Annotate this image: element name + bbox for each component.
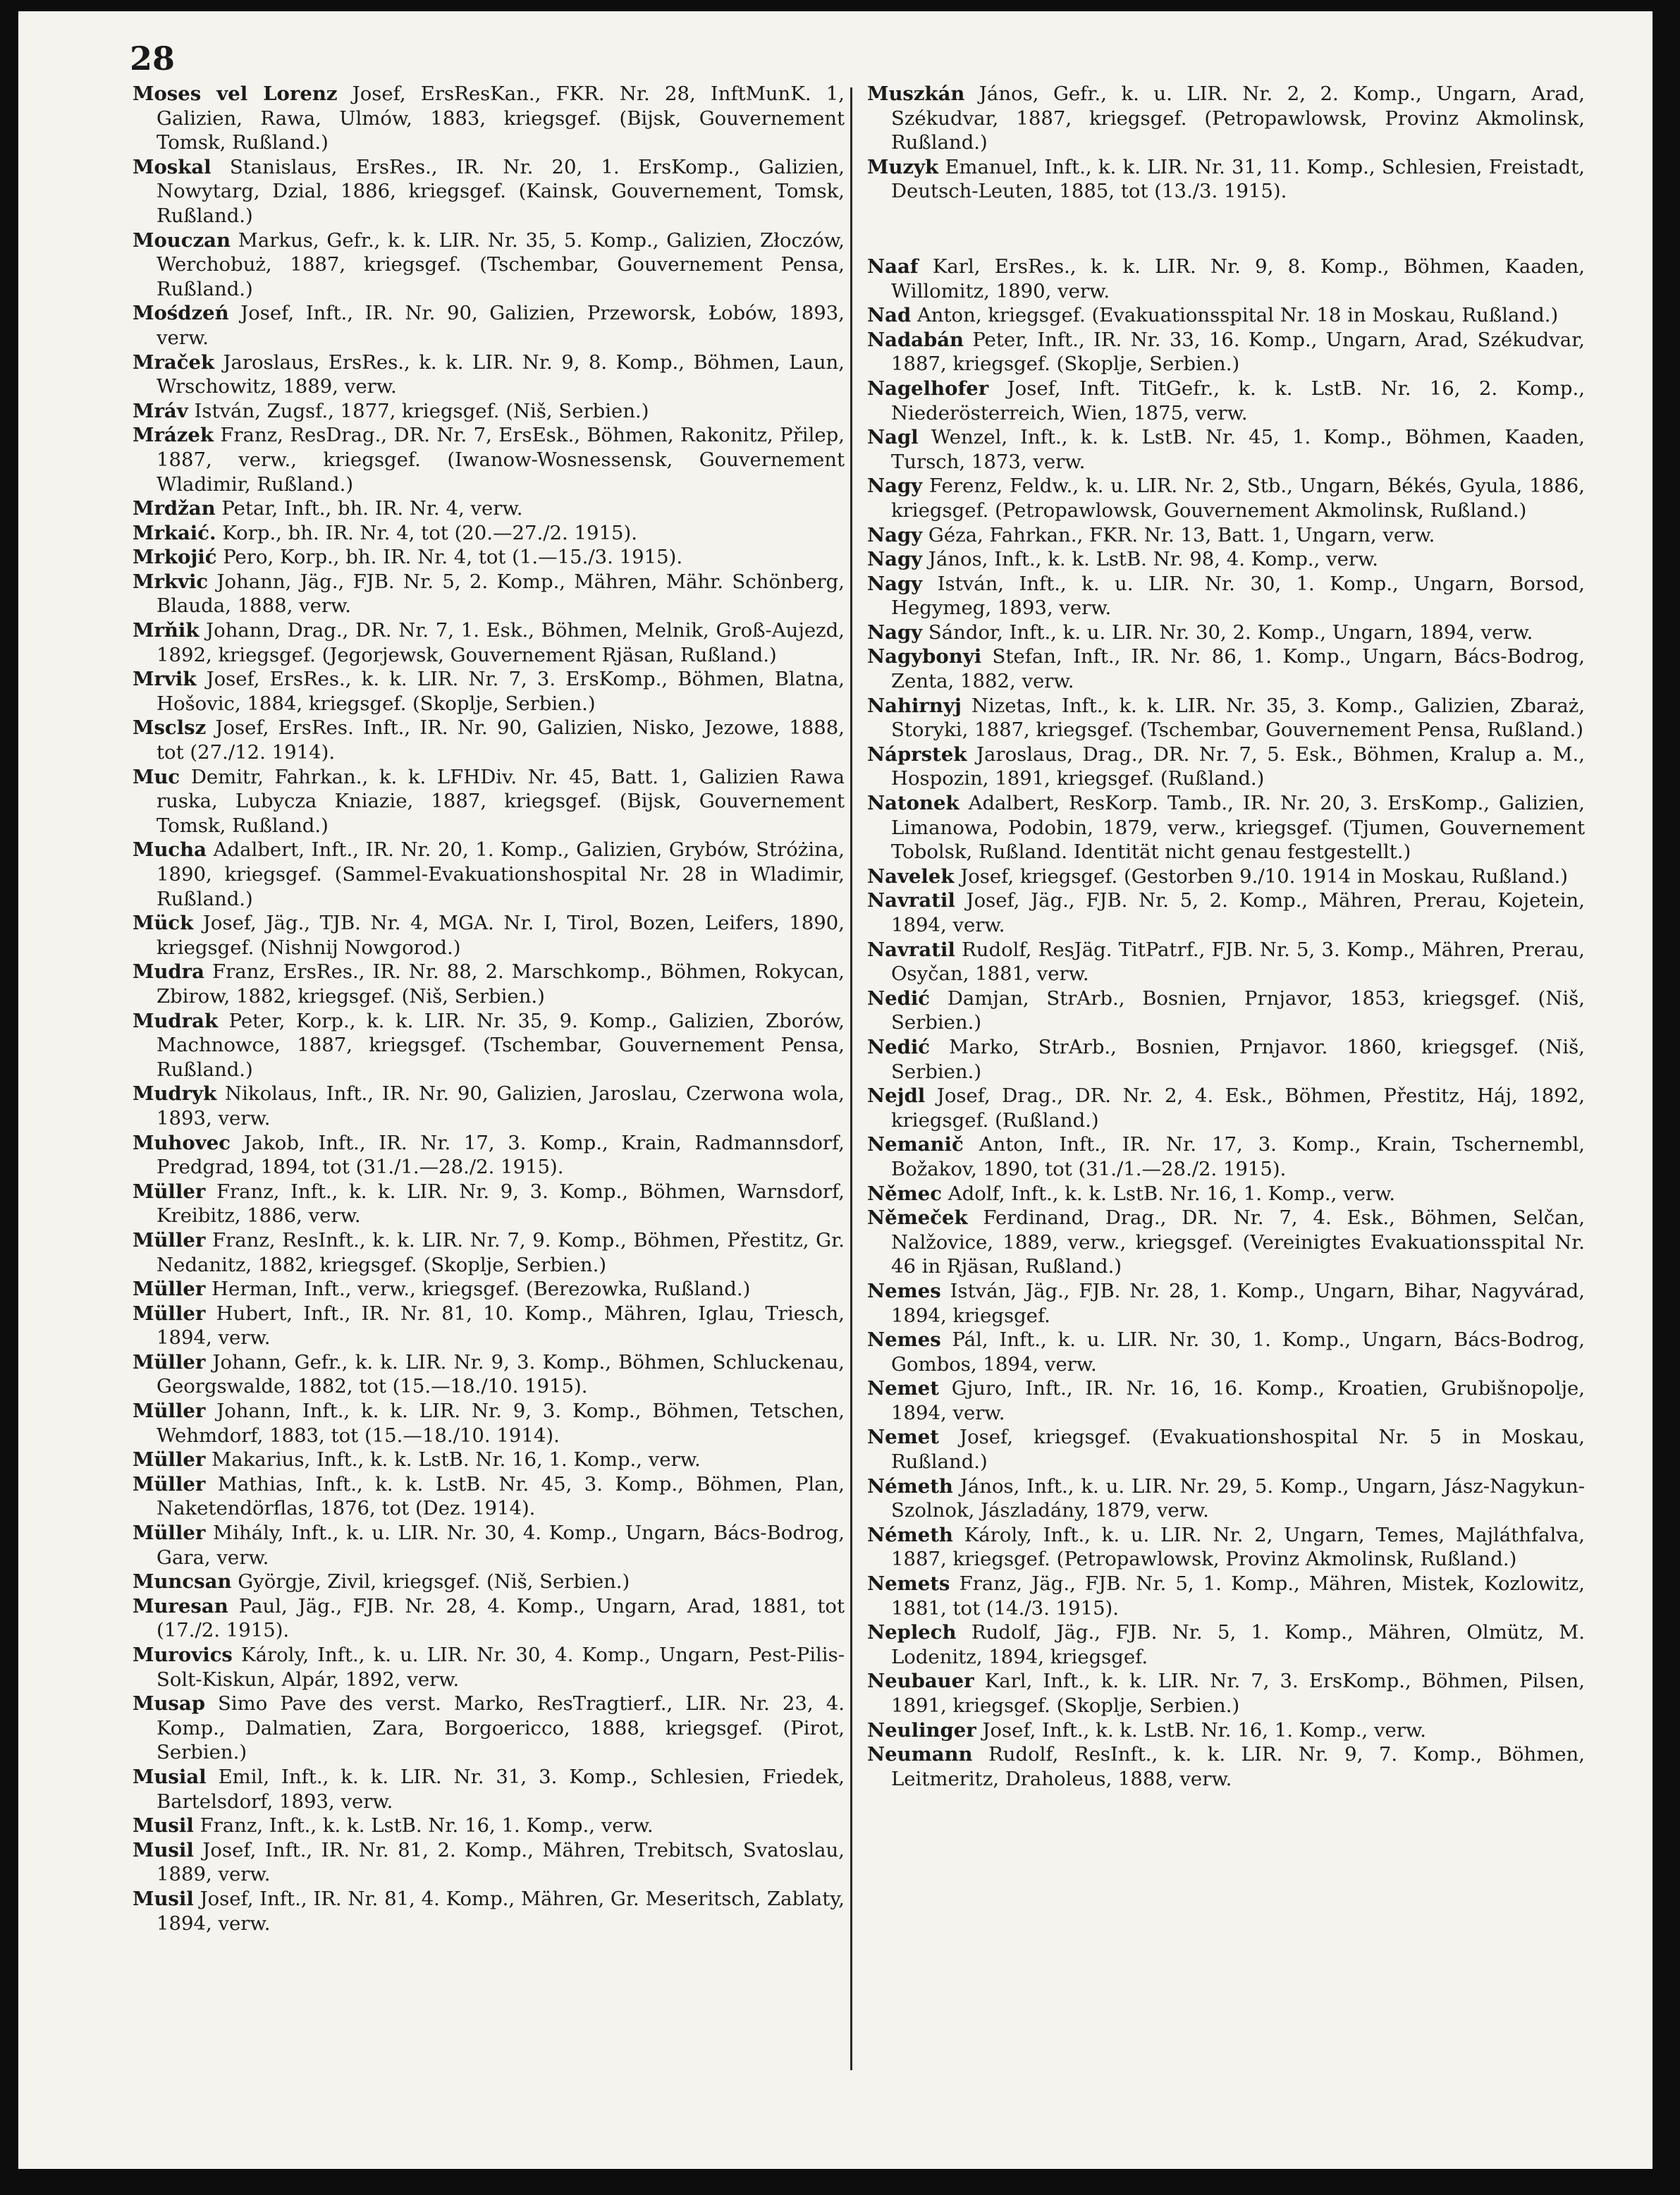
entry-details: István, Zugsf., 1877, kriegsgef. (Niš, Serbien.) (194, 399, 649, 422)
list-item (867, 1425, 1585, 1474)
list-item (867, 864, 1585, 889)
entry-surname: Naaf (867, 255, 919, 278)
entry-details: Gjuro, Inft., IR. Nr. 16, 16. Komp., Kroatien, Grubišnopolje, 1894, verw. (891, 1377, 1585, 1424)
list-item (133, 1570, 845, 1594)
column-divider (850, 87, 852, 2070)
list-item (867, 791, 1585, 864)
entry-surname: Mudryk (133, 1082, 217, 1106)
entry-details: Károly, Inft., k. u. LIR. Nr. 30, 4. Komp., Ungarn, Pest-Pilis-Solt-Kiskun, Alpár, 1892, verw. (157, 1644, 845, 1691)
entry-details: Karl, ErsRes., k. k. LIR. Nr. 9, 8. Komp., Böhmen, Kaaden, Willomitz, 1890, verw. (891, 255, 1586, 302)
entry-surname: Mrvik (133, 668, 197, 691)
entry-details: Nizetas, Inft., k. k. LIR. Nr. 35, 3. Komp., Galizien, Zbaraż, Storyki, 1887, kriegsgef. (Tschembar, Gouvernement Pensa, Rußland.) (891, 694, 1585, 742)
entry-surname: Muc (133, 765, 180, 788)
list-item (133, 1399, 845, 1448)
list-item (133, 960, 845, 1008)
entry-details: István, Jäg., FJB. Nr. 28, 1. Komp., Ungarn, Bihar, Nagyvárad, 1894, kriegsgef. (891, 1279, 1585, 1327)
list-item (867, 547, 1585, 572)
list-item (867, 328, 1585, 377)
list-item (867, 425, 1585, 474)
entry-details: Rudolf, ResJäg. TitPatrf., FJB. Nr. 5, 3. Komp., Mähren, Prerau, Osyčan, 1881, verw. (891, 938, 1585, 986)
entry-surname: Müller (133, 1180, 206, 1203)
list-item (133, 423, 845, 496)
entry-details: Peter, Inft., IR. Nr. 33, 16. Komp., Ungarn, Arad, Székudvar, 1887, kriegsgef. (Skoplje, Serbien.) (891, 328, 1585, 376)
list-item (133, 82, 845, 155)
entry-details: Pero, Korp., bh. IR. Nr. 4, tot (1.—15./3. 1915). (223, 546, 683, 569)
list-item (867, 255, 1585, 303)
list-item (867, 644, 1585, 693)
entry-details: Nikolaus, Inft., IR. Nr. 90, Galizien, Jaroslau, Czerwona wola, 1893, verw. (157, 1082, 845, 1130)
entry-surname: Mrdžan (133, 497, 216, 520)
entry-surname: Němec (867, 1182, 942, 1205)
list-item (133, 667, 845, 716)
entry-surname: Moses vel Lorenz (133, 82, 338, 105)
entry-details: Stanislaus, ErsRes., IR. Nr. 20, 1. ErsKomp., Galizien, Nowytarg, Dzial, 1886, kriegsgef. (Kainsk, Gouvernement, Tomsk, Rußland.) (157, 155, 845, 227)
entry-details: Johann, Gefr., k. k. LIR. Nr. 9, 3. Komp., Böhmen, Schluckenau, Georgswalde, 1882, tot (15.—18./10. 1915). (157, 1350, 845, 1398)
right-column (867, 82, 1585, 1791)
entry-surname: Müller (133, 1350, 206, 1374)
entry-surname: Navelek (867, 864, 955, 888)
list-item (867, 523, 1585, 548)
list-item (867, 1279, 1585, 1328)
list-item (133, 765, 845, 838)
entry-surname: Murovics (133, 1644, 233, 1666)
entry-details: Josef, Drag., DR. Nr. 2, 4. Esk., Böhmen, Přestitz, Háj, 1892, kriegsgef. (Rußland.) (891, 1084, 1585, 1132)
entry-surname: Musil (133, 1838, 194, 1861)
list-item (133, 1350, 845, 1399)
entry-surname: Msclsz (133, 716, 207, 740)
entry-details: Josef, Inft., IR. Nr. 81, 2. Komp., Mähren, Trebitsch, Svatoslau, 1889, verw. (157, 1838, 845, 1886)
entry-details: Markus, Gefr., k. k. LIR. Nr. 35, 5. Komp., Galizien, Złoczów, Werchobuż, 1887, kriegsgef. (Tschembar, Gouvernement Pensa, Rußland.) (157, 228, 845, 300)
entry-details: Emil, Inft., k. k. LIR. Nr. 31, 3. Komp., Schlesien, Friedek, Bartelsdorf, 1893, verw. (157, 1765, 845, 1813)
entry-details: Korp., bh. IR. Nr. 4, tot (20.—27./2. 1915). (222, 521, 637, 544)
entry-details: Josef, Inft., k. k. LstB. Nr. 16, 1. Komp., verw. (982, 1718, 1426, 1742)
entry-surname: Moskal (133, 155, 211, 178)
entry-surname: Nagy (867, 620, 923, 644)
list-item (133, 570, 845, 618)
entry-surname: Mouczan (133, 228, 231, 252)
entry-details: Josef, Inft., IR. Nr. 81, 4. Komp., Mähren, Gr. Meseritsch, Zablaty, 1894, verw. (157, 1887, 845, 1935)
list-item (133, 1643, 845, 1692)
document-page (18, 11, 1653, 2169)
entry-surname: Németh (867, 1523, 953, 1546)
entry-surname: Muhovec (133, 1131, 231, 1154)
list-item (133, 1082, 845, 1130)
entry-surname: Nahirnyj (867, 694, 962, 717)
list-item (133, 838, 845, 911)
entry-surname: Mraček (133, 350, 215, 374)
list-item (867, 1742, 1585, 1791)
entry-surname: Neumann (867, 1743, 973, 1766)
entry-details: Anton, Inft., IR. Nr. 17, 3. Komp., Krain, Tschernembl, Božakov, 1890, tot (31./1.—28./2. 1915). (891, 1133, 1585, 1180)
entry-details: Wenzel, Inft., k. k. LstB. Nr. 45, 1. Komp., Böhmen, Kaaden, Tursch, 1873, verw. (891, 426, 1585, 473)
entry-details: Marko, StrArb., Bosnien, Prnjavor. 1860, kriegsgef. (Niš, Serbien.) (891, 1035, 1585, 1083)
entry-details: Györgje, Zivil, kriegsgef. (Niš, Serbien.) (238, 1570, 630, 1594)
list-item (867, 938, 1585, 986)
list-item (133, 301, 845, 350)
entry-surname: Mrňik (133, 619, 200, 642)
list-item (133, 545, 845, 570)
list-item (133, 1228, 845, 1277)
entry-surname: Musial (133, 1765, 207, 1788)
entry-details: Jakob, Inft., IR. Nr. 17, 3. Komp., Krain, Radmannsdorf, Predgrad, 1894, tot (31./1.—28./2. 1915). (157, 1131, 845, 1179)
entry-details: Josef, Inft., IR. Nr. 90, Galizien, Przeworsk, Łobów, 1893, verw. (157, 302, 845, 349)
entry-details: Franz, Jäg., FJB. Nr. 5, 1. Komp., Mähren, Mistek, Kozlowitz, 1881, tot (14./3. 1915). (891, 1572, 1585, 1620)
list-item (867, 1132, 1585, 1181)
list-item (133, 1765, 845, 1814)
list-item (133, 521, 845, 546)
left-column (133, 82, 845, 1936)
entry-details: Damjan, StrArb., Bosnien, Prnjavor, 1853, kriegsgef. (Niš, Serbien.) (891, 986, 1585, 1034)
entry-surname: Muszkán (867, 82, 965, 105)
list-item (867, 572, 1585, 620)
entry-details: Pál, Inft., k. u. LIR. Nr. 30, 1. Komp., Ungarn, Bács-Bodrog, Gombos, 1894, verw. (891, 1328, 1585, 1376)
entry-details: Ferenz, Feldw., k. u. LIR. Nr. 2, Stb., Ungarn, Békés, Gyula, 1886, kriegsgef. (Petropawlowsk, Gouvernement Akmolinsk, Rußland.) (891, 475, 1585, 522)
entry-details: Emanuel, Inft., k. k. LIR. Nr. 31, 11. Komp., Schlesien, Freistadt, Deutsch-Leuten, 1885, tot (13./3. 1915). (891, 155, 1585, 203)
entry-details: Károly, Inft., k. u. LIR. Nr. 2, Ungarn, Temes, Majláthfalva, 1887, kriegsgef. (Petropawlowsk, Provinz Akmolinsk, Rußland.) (891, 1523, 1585, 1571)
entry-details: Karl, Inft., k. k. LIR. Nr. 7, 3. ErsKomp., Böhmen, Pilsen, 1891, kriegsgef. (Skoplje, Serbien.) (891, 1670, 1585, 1717)
entry-surname: Nagl (867, 426, 919, 449)
list-item (133, 1180, 845, 1228)
list-item (867, 82, 1585, 155)
entry-details: Josef, Inft. TitGefr., k. k. LstB. Nr. 16, 2. Komp., Niederösterreich, Wien, 1875, verw. (891, 377, 1585, 424)
list-item (133, 1887, 845, 1936)
entry-details: Makarius, Inft., k. k. LstB. Nr. 16, 1. Komp., verw. (211, 1448, 701, 1472)
entry-surname: Mrázek (133, 424, 214, 447)
entry-details: Demitr, Fahrkan., k. k. LFHDiv. Nr. 45, Batt. 1, Galizien Rawa ruska, Lubycza Kniazie, 1887, kriegsgef. (Bijsk, Gouvernement Tomsk, Rußland.) (157, 765, 845, 837)
entry-details: János, Inft., k. u. LIR. Nr. 29, 5. Komp., Ungarn, Jász-Nagykun-Szolnok, Jászladány, 1879, verw. (891, 1474, 1585, 1522)
list-item (867, 986, 1585, 1035)
list-item (133, 155, 845, 228)
entry-details: Josef, Jäg., TJB. Nr. 4, MGA. Nr. I, Tirol, Bozen, Leifers, 1890, kriegsgef. (Nishnij Nowgorod.) (157, 912, 845, 959)
entry-details: Franz, ResInft., k. k. LIR. Nr. 7, 9. Komp., Böhmen, Přestitz, Gr. Nedanitz, 1882, kriegsgef. (Skoplje, Serbien.) (157, 1228, 845, 1276)
entry-surname: Mudra (133, 960, 204, 984)
entry-details: István, Inft., k. u. LIR. Nr. 30, 1. Komp., Ungarn, Borsod, Hegymeg, 1893, verw. (891, 572, 1585, 620)
entry-surname: Nemanič (867, 1133, 964, 1156)
entry-surname: Nemes (867, 1328, 941, 1352)
entry-surname: Mrkojić (133, 546, 217, 569)
entry-surname: Nemets (867, 1572, 950, 1596)
entry-details: Simo Pave des verst. Marko, ResTragtierf., LIR. Nr. 23, 4. Komp., Dalmatien, Zara, Borgoericco, 1888, kriegsgef. (Pirot, Serbien.) (157, 1692, 845, 1764)
list-item (133, 496, 845, 521)
entry-details: Ferdinand, Drag., DR. Nr. 7, 4. Esk., Böhmen, Selčan, Nalžovice, 1889, verw., kriegsgef. (Vereinigtes Evakuationsspital Nr. 46 in Rjäsan, Rußland.) (891, 1206, 1585, 1278)
entry-details: János, Gefr., k. u. LIR. Nr. 2, 2. Komp., Ungarn, Arad, Székudvar, 1887, kriegsgef. (Petropawlowsk, Provinz Akmolinsk, Rußland.) (891, 82, 1585, 154)
entry-details: Rudolf, ResInft., k. k. LIR. Nr. 9, 7. Komp., Böhmen, Leitmeritz, Draholeus, 1888, verw. (891, 1743, 1585, 1790)
entry-surname: Müller (133, 1228, 206, 1252)
entry-surname: Musil (133, 1814, 194, 1838)
list-item (133, 1448, 845, 1472)
entry-surname: Mráv (133, 399, 188, 422)
entry-details: Josef, kriegsgef. (Evakuationshospital Nr. 5 in Moskau, Rußland.) (891, 1426, 1585, 1474)
entry-details: Josef, kriegsgef. (Gestorben 9./10. 1914 in Moskau, Rußland.) (960, 864, 1568, 888)
entry-details: Josef, Jäg., FJB. Nr. 5, 2. Komp., Mähren, Prerau, Kojetein, 1894, verw. (891, 889, 1585, 936)
list-item (133, 1009, 845, 1082)
entry-details: Géza, Fahrkan., FKR. Nr. 13, Batt. 1, Ungarn, verw. (928, 523, 1435, 546)
entry-details: Peter, Korp., k. k. LIR. Nr. 35, 9. Komp., Galizien, Zborów, Machnowce, 1887, kriegsgef. (Tschembar, Gouvernement Pensa, Rußland.) (157, 1009, 845, 1081)
entry-details: János, Inft., k. k. LstB. Nr. 98, 4. Komp., verw. (928, 548, 1379, 571)
entry-surname: Nagy (867, 548, 923, 571)
entry-surname: Nejdl (867, 1084, 926, 1108)
list-item (867, 1182, 1585, 1206)
entry-surname: Muzyk (867, 155, 939, 178)
entry-surname: Müller (133, 1522, 206, 1545)
list-item (133, 716, 845, 764)
entry-surname: Navratil (867, 938, 955, 961)
entry-surname: Nagybonyi (867, 645, 982, 668)
entry-surname: Müller (133, 1400, 206, 1423)
entry-surname: Mośdzeń (133, 302, 229, 325)
list-item (867, 1206, 1585, 1279)
entry-details: Hubert, Inft., IR. Nr. 81, 10. Komp., Mähren, Iglau, Triesch, 1894, verw. (157, 1302, 845, 1350)
entry-details: Adolf, Inft., k. k. LstB. Nr. 16, 1. Komp., verw. (948, 1182, 1396, 1205)
list-item (133, 911, 845, 960)
entry-details: Petar, Inft., bh. IR. Nr. 4, verw. (221, 497, 523, 520)
list-item (867, 1474, 1585, 1523)
list-item (867, 888, 1585, 937)
list-item (867, 377, 1585, 425)
entry-details: Adalbert, Inft., IR. Nr. 20, 1. Komp., Galizien, Grybów, Stróżina, 1890, kriegsgef. (Sammel-Evakuationshospital Nr. 28 in Wladimir, Rußland.) (157, 838, 845, 910)
list-item (133, 1472, 845, 1521)
entry-surname: Nemes (867, 1279, 941, 1302)
entry-surname: Mucha (133, 838, 207, 862)
list-item (867, 155, 1585, 204)
entry-surname: Navratil (867, 889, 955, 912)
entry-surname: Musil (133, 1887, 194, 1910)
entry-surname: Nedić (867, 986, 931, 1010)
list-item (867, 1035, 1585, 1084)
entry-details: Josef, ErsResKan., FKR. Nr. 28, InftMunK. 1, Galizien, Rawa, Ulmów, 1883, kriegsgef. (Bijsk, Gouvernement Tomsk, Rußland.) (157, 82, 845, 154)
entry-surname: Müller (133, 1278, 206, 1301)
list-item (133, 1692, 845, 1765)
list-item (133, 618, 845, 667)
entry-surname: Muncsan (133, 1570, 232, 1594)
entry-surname: Nagy (867, 572, 923, 595)
entry-details: Jaroslaus, Drag., DR. Nr. 7, 5. Esk., Böhmen, Kralup a. M., Hospozin, 1891, kriegsgef. (Rußland.) (891, 742, 1585, 790)
entry-surname: Nadabán (867, 328, 964, 351)
list-item (867, 742, 1585, 791)
entry-surname: Nagy (867, 475, 923, 498)
entry-details: Anton, kriegsgef. (Evakuationsspital Nr. 18 in Moskau, Rußland.) (916, 304, 1559, 327)
entry-surname: Neplech (867, 1621, 957, 1644)
list-item (133, 228, 845, 302)
entry-details: Mathias, Inft., k. k. LstB. Nr. 45, 3. Komp., Böhmen, Plan, Naketendörflas, 1876, tot (Dez. 1914). (157, 1472, 845, 1520)
list-item (867, 1084, 1585, 1132)
list-item (133, 350, 845, 399)
list-item (867, 1328, 1585, 1376)
entry-surname: Němeček (867, 1206, 968, 1230)
entry-surname: Müller (133, 1448, 206, 1472)
entry-surname: Neubauer (867, 1670, 974, 1693)
entry-details: Franz, Inft., k. k. LstB. Nr. 16, 1. Komp., verw. (200, 1814, 654, 1838)
entry-surname: Mrkvic (133, 570, 209, 593)
entry-details: Sándor, Inft., k. u. LIR. Nr. 30, 2. Komp., Ungarn, 1894, verw. (928, 620, 1533, 644)
list-item (867, 474, 1585, 522)
list-item (867, 1669, 1585, 1718)
entry-surname: Müller (133, 1472, 206, 1496)
entry-surname: Musap (133, 1692, 205, 1716)
entry-surname: Náprstek (867, 742, 967, 766)
entry-details: Franz, Inft., k. k. LIR. Nr. 9, 3. Komp., Böhmen, Warnsdorf, Kreibitz, 1886, verw. (157, 1180, 845, 1228)
entry-details: Josef, ErsRes. Inft., IR. Nr. 90, Galizien, Nisko, Jezowe, 1888, tot (27./12. 1914). (157, 716, 845, 764)
list-item (133, 1594, 845, 1643)
list-item (867, 1620, 1585, 1669)
entry-surname: Mrkaić. (133, 521, 216, 544)
entry-surname: Mudrak (133, 1009, 219, 1032)
entry-surname: Muresan (133, 1594, 228, 1618)
entry-surname: Neulinger (867, 1718, 976, 1742)
entry-details: Rudolf, Jäg., FJB. Nr. 5, 1. Komp., Mähren, Olmütz, M. Lodenitz, 1894, kriegsgef. (891, 1621, 1585, 1668)
entry-details: Paul, Jäg., FJB. Nr. 28, 4. Komp., Ungarn, Arad, 1881, tot (17./2. 1915). (157, 1594, 845, 1642)
list-item (133, 1277, 845, 1302)
entry-details: Mihály, Inft., k. u. LIR. Nr. 30, 4. Komp., Ungarn, Bács-Bodrog, Gara, verw. (157, 1522, 845, 1569)
entry-details: Johann, Inft., k. k. LIR. Nr. 9, 3. Komp., Böhmen, Tetschen, Wehmdorf, 1883, tot (15.—18./10. 1914). (157, 1400, 845, 1447)
entry-details: Herman, Inft., verw., kriegsgef. (Berezowka, Rußland.) (211, 1278, 751, 1301)
entry-surname: Németh (867, 1474, 953, 1498)
list-item (133, 399, 845, 424)
entry-surname: Nemet (867, 1377, 939, 1400)
entry-details: Johann, Jäg., FJB. Nr. 5, 2. Komp., Mähren, Mähr. Schönberg, Blauda, 1888, verw. (157, 570, 845, 618)
list-item (867, 303, 1585, 328)
entry-details: Johann, Drag., DR. Nr. 7, 1. Esk., Böhmen, Melnik, Groß-Aujezd, 1892, kriegsgef. (Jegorjewsk, Gouvernement Rjäsan, Rußland.) (157, 619, 845, 666)
entry-details: Franz, ErsRes., IR. Nr. 88, 2. Marschkomp., Böhmen, Rokycan, Zbirow, 1882, kriegsgef. (Niš, Serbien.) (157, 960, 845, 1008)
list-item (867, 694, 1585, 742)
list-item (133, 1131, 845, 1180)
entry-surname: Mück (133, 912, 194, 935)
entry-details: Adalbert, ResKorp. Tamb., IR. Nr. 20, 3. ErsKomp., Galizien, Limanowa, Podobin, 1879, verw., kriegsgef. (Tjumen, Gouvernement Tobolsk, Rußland. Identität nicht genau festgestellt.) (891, 792, 1585, 864)
entry-surname: Müller (133, 1302, 206, 1325)
list-item (133, 1838, 845, 1887)
entry-details: Franz, ResDrag., DR. Nr. 7, ErsEsk., Böhmen, Rakonitz, Přilep, 1887, verw., kriegsgef. (Iwanow-Wosnessensk, Gouvernement Wladimir, Rußland.) (157, 424, 845, 496)
list-item (867, 1376, 1585, 1425)
list-item (133, 1521, 845, 1570)
list-item (867, 1718, 1585, 1743)
entry-surname: Nagy (867, 523, 923, 546)
entry-details: Jaroslaus, ErsRes., k. k. LIR. Nr. 9, 8. Komp., Böhmen, Laun, Wrschowitz, 1889, verw. (157, 350, 845, 398)
entry-details: Josef, ErsRes., k. k. LIR. Nr. 7, 3. ErsKomp., Böhmen, Blatna, Hošovic, 1884, kriegsgef. (Skoplje, Serbien.) (157, 668, 845, 715)
list-item (133, 1302, 845, 1350)
page-number: 28 (130, 39, 176, 78)
list-item (867, 1523, 1585, 1572)
list-item (133, 1814, 845, 1838)
entry-surname: Nagelhofer (867, 377, 989, 400)
entry-surname: Natonek (867, 792, 959, 815)
entry-details: Stefan, Inft., IR. Nr. 86, 1. Komp., Ungarn, Bács-Bodrog, Zenta, 1882, verw. (891, 645, 1585, 693)
list-item (867, 620, 1585, 645)
entry-surname: Nemet (867, 1426, 939, 1449)
list-item (867, 1572, 1585, 1620)
entry-surname: Nad (867, 304, 912, 327)
entry-surname: Nedić (867, 1035, 931, 1058)
